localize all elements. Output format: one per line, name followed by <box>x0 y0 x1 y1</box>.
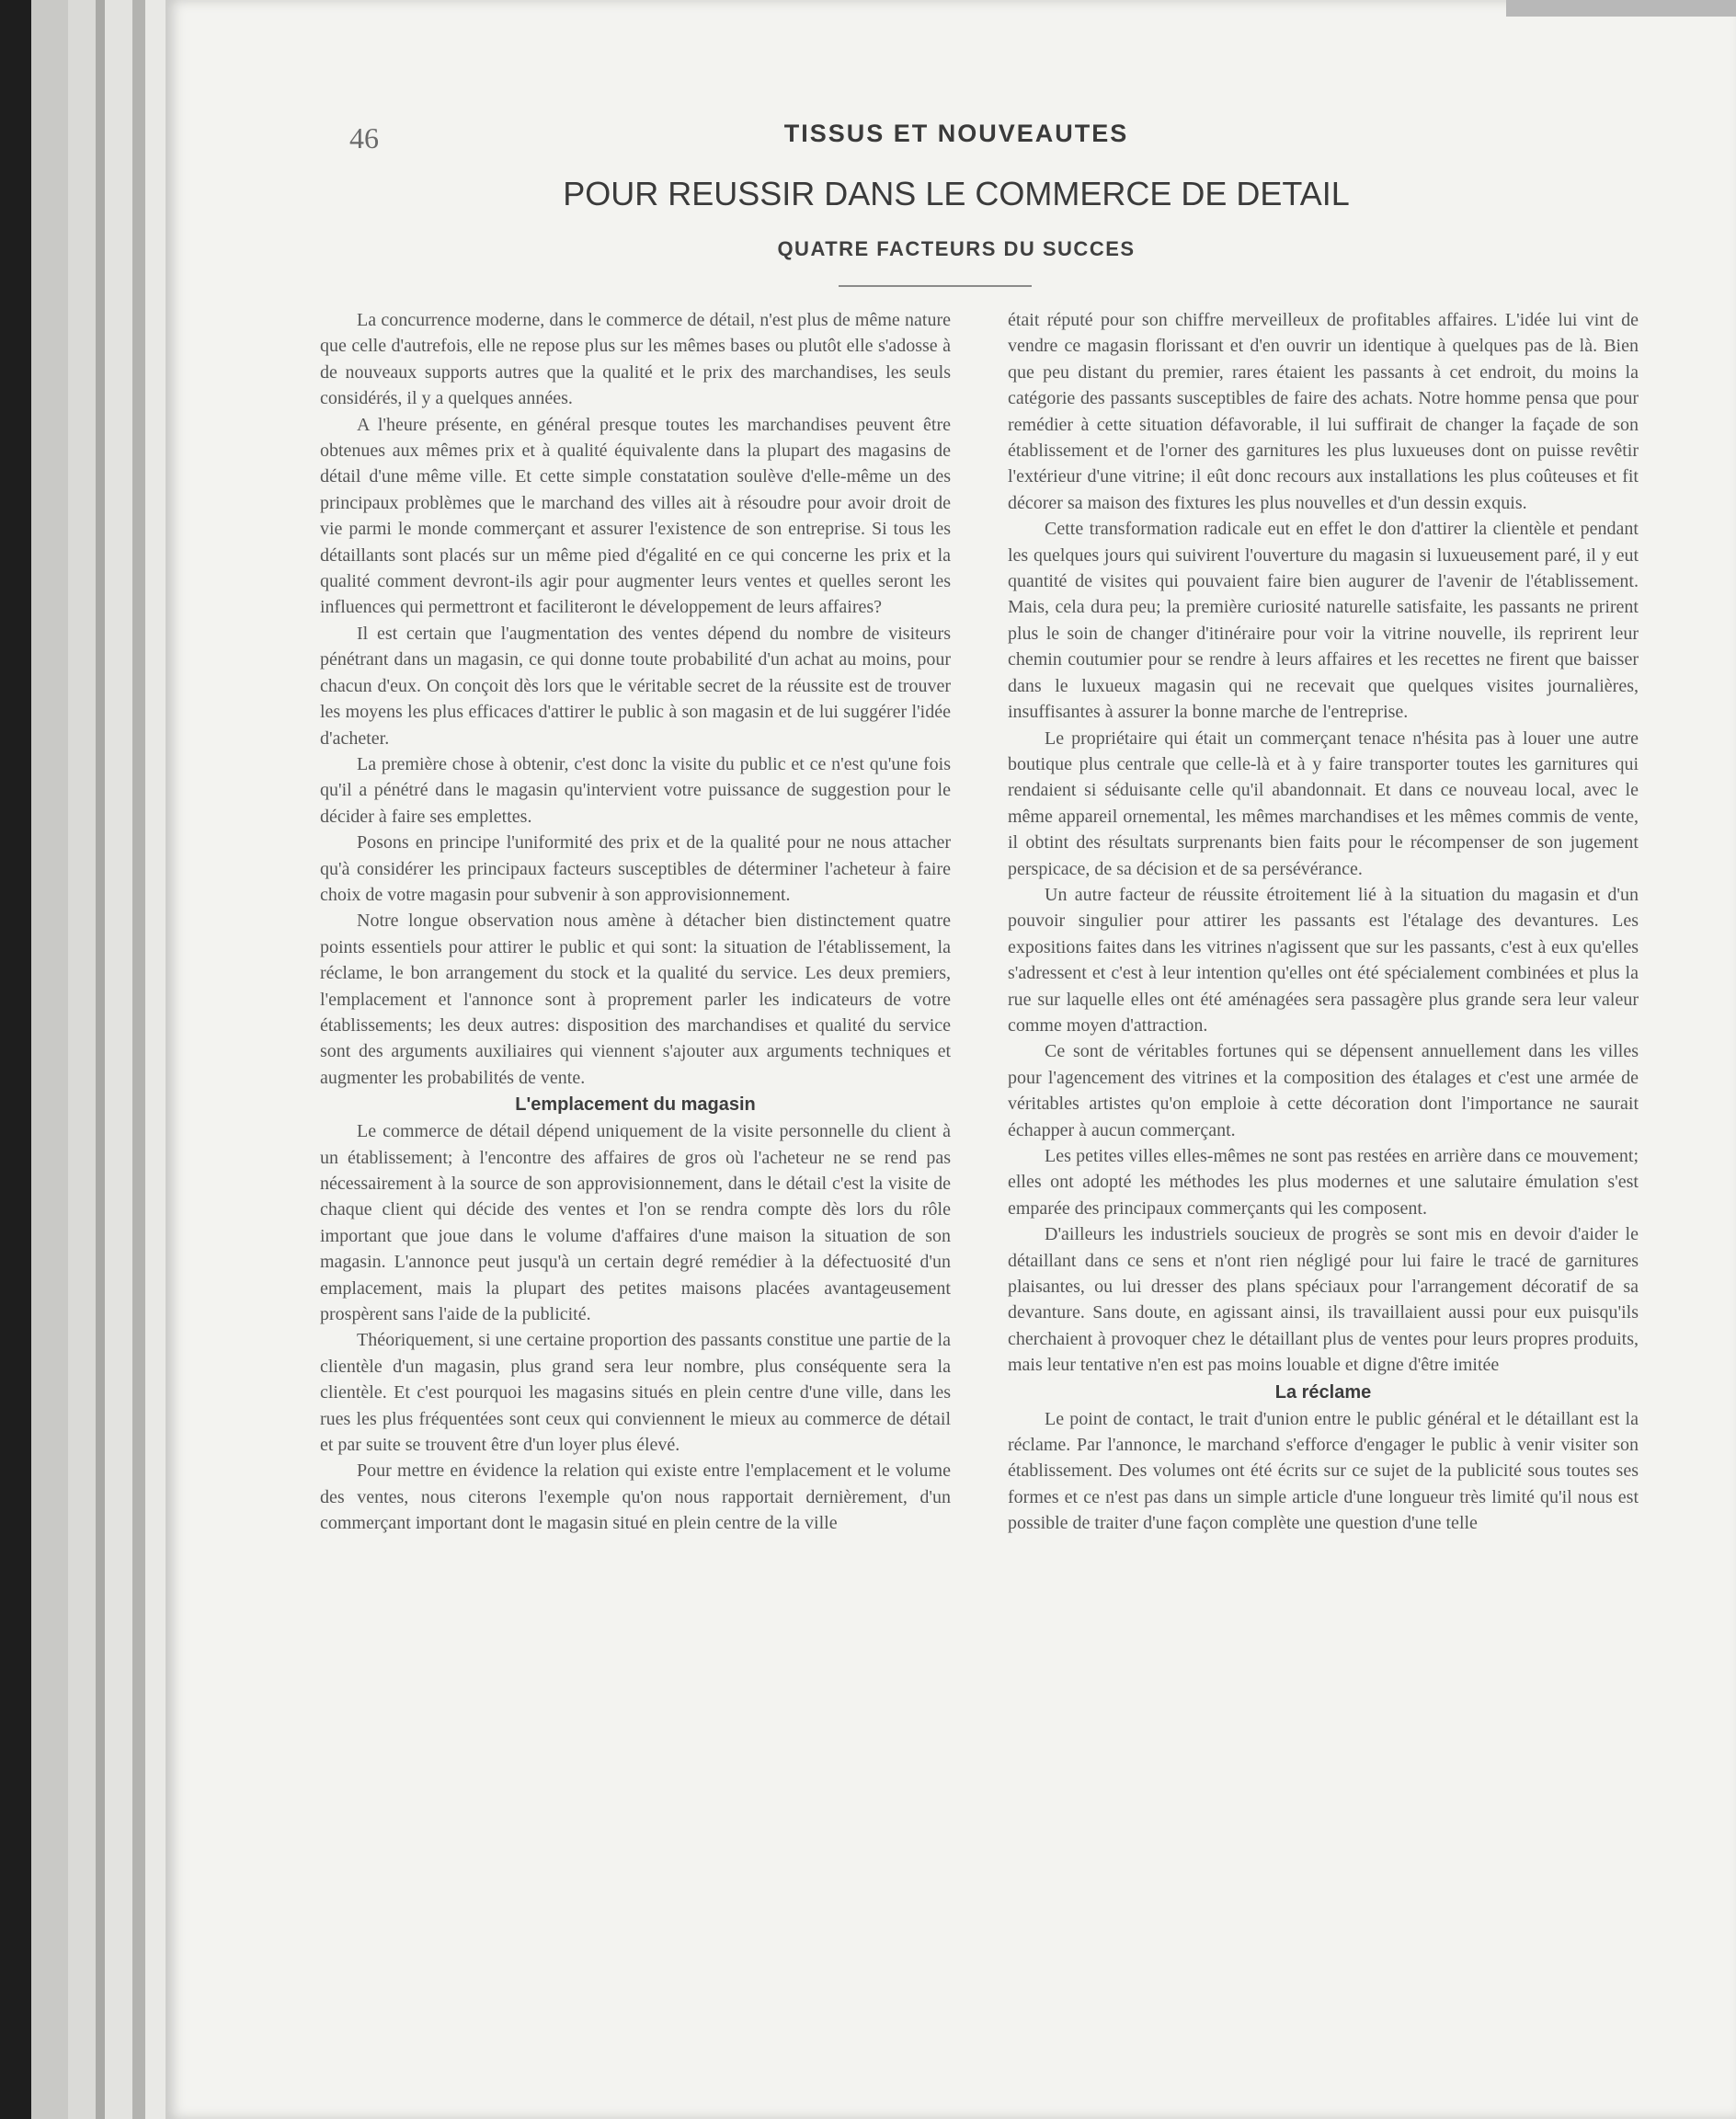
paragraph: Un autre facteur de réussite étroitement lié à la situation du magasin et d'un pouvoir singulier pour attirer les passants est l'étalage des devantures. Les expositions faites dans les vitrines n'agissent que sur les passants, c'est à eux qu'elles s'adressent et c'est à leur intention qu'elles ont été spécialement combinées et plus la rue sur laquelle elles ont été aménagées sera passagère plus grande sera leur valeur comme moyen d'attraction. <box>1008 884 1639 1036</box>
paragraph: La concurrence moderne, dans le commerce de détail, n'est plus de même nature que celle d'autrefois, elle ne repose plus sur les mêmes bases ou plutôt elle s'adosse à de nouveaux supports autres que la qualité et le prix des marchandises, les seuls considérés, il y a quelques années. <box>320 310 951 409</box>
article-subtitle: QUATRE FACTEURS DU SUCCES <box>777 237 1136 260</box>
running-head: TISSUS ET NOUVEAUTES <box>783 120 1129 147</box>
scan-border <box>1506 0 1736 17</box>
paragraph: était réputé pour son chiffre merveilleux de profitables affaires. L'idée lui vint de vendre ce magasin florissant et d'en ouvrir un identique à quelques pas de là. Bien que peu distant du premier, rares étaient les passants à cet endroit, du moins la catégorie des passants susceptibles de faire des achats. Notre homme pensa que pour remédier à cette situation défavorable, il lui suffirait de changer la façade de son établissement et de l'orner des garnitures les plus luxueuses dont on puisse revêtir l'extérieur d'une vitrine; il eût donc recours aux installations les plus coûteuses et fit décorer sa maison des fixtures les plus nouvelles et d'un dessin exquis. <box>1008 310 1639 513</box>
paragraph: Il est certain que l'augmentation des ventes dépend du nombre de visiteurs pénétrant dans un magasin, ce qui donne toute probabilité d'un achat au moins, pour chacun d'eux. On conçoit dès lors que le véritable secret de la réussite est de trouver les moyens les plus efficaces d'attirer le public à son magasin et de lui suggérer l'idée d'acheter. <box>320 623 951 749</box>
paragraph: A l'heure présente, en général presque toutes les marchandises peuvent être obtenues aux mêmes prix et à qualité équivalente dans la plupart des magasins de détail d'une même ville. Et cette simple constatation soulève d'elle-même un des principaux problèmes que le marchand des villes ait à résoudre pour avoir droit de vie parmi le monde commerçant et assurer l'existence de son entreprise. Si tous les détaillants sont placés sur un même pied d'égalité en ce qui concerne les prix et la qualité comment devront-ils agir pour augmenter leurs ventes et quelles seront les influences qui permettront et faciliteront le développement de leurs affaires? <box>320 414 951 618</box>
article-title: POUR REUSSIR DANS LE COMMERCE DE DETAIL <box>563 175 1350 212</box>
paragraph: Le propriétaire qui était un commerçant tenace n'hésita pas à louer une autre boutique plus centrale que celle-là et à y faire transporter toutes les garnitures qui rendaient si séduisante celle qu'il abandonnait. Et dans ce nouveau local, avec le même appareil ornemental, les mêmes marchandises et les mêmes commis de vente, il obtint des résultats surprenants bien faits pour le récompenser de son jugement perspicace, de sa décision et de sa persévérance. <box>1008 727 1639 879</box>
paragraph: D'ailleurs les industriels soucieux de progrès se sont mis en devoir d'aider le détaillant dans ce sens et n'ont rien négligé pour lui faire le tracé de garnitures plaisantes, ou lui dresser des plans spéciaux pour l'arrangement décoratif de sa devanture. Sans doute, en agissant ainsi, ils travaillaient aussi pour eux puisqu'ils cherchaient à provoquer chez le détaillant plus de ventes pour leurs propres produits, mais leur tentative n'en est pas moins louable et digne d'être imitée <box>1008 1224 1639 1376</box>
paragraph: Posons en principe l'uniformité des prix et de la qualité pour ne nous attacher qu'à considérer les principaux facteurs susceptibles de déterminer l'acheteur à faire choix de votre magasin pour subvenir à son approvisionnement. <box>320 832 951 905</box>
paragraph: Notre longue observation nous amène à détacher bien distinctement quatre points essentiels pour attirer le public et qui sont: la situation de l'établissement, la réclame, le bon arrangement du stock et la qualité du service. Les deux premiers, l'emplacement et l'annonce sont à proprement parler les indicateurs de votre établissements; les deux autres: disposition des marchandises et qualité du service sont des arguments auxiliaires qui viennent s'ajouter aux arguments techniques et augmenter les probabilités de vente. <box>320 911 951 1088</box>
paragraph: Cette transformation radicale eut en effet le don d'attirer la clientèle et pendant les quelques jours qui suivirent l'ouverture du magasin si luxueusement paré, il y eut quantité de visites qui pouvaient faire bien augurer de l'avenir de l'établissement. Mais, cela dura peu; la première curiosité naturelle satisfaite, les passants ne prirent plus le soin de changer d'itinéraire pour voir la vitrine nouvelle, ils reprirent leur chemin coutumier pour se rendre à leurs affaires et les recettes ne firent que baisser dans le luxueux magasin qui ne recevait que quelques visites journalières, insuffisantes à assurer la bonne marche de l'entreprise. <box>1008 519 1639 723</box>
paragraph: Pour mettre en évidence la relation qui existe entre l'emplacement et le volume des ventes, nous citerons l'exemple qu'on nous rapportait dernièrement, d'un commerçant important dont le magasin situé en plein centre de la ville <box>320 1460 951 1534</box>
paragraph: La première chose à obtenir, c'est donc la visite du public et ce n'est qu'une fois qu'il a pénétré dans le magasin qu'intervient votre puissance de suggestion pour le décider à faire ses emplettes. <box>320 753 951 827</box>
section-heading-reclame: La réclame <box>1274 1381 1372 1403</box>
paragraph: Théoriquement, si une certaine proportion des passants constitue une partie de la clientèle d'un magasin, plus grand sera leur nombre, plus conséquente sera la clientèle. Et c'est pourquoi les magasins situés en plein centre d'une ville, dans les rues les plus fréquentées sont ceux qui conviennent le mieux au commerce de détail et par suite se trouvent être d'un loyer plus élevé. <box>320 1330 951 1456</box>
paragraph: Les petites villes elles-mêmes ne sont pas restées en arrière dans ce mouvement; elles ont adopté les méthodes les plus modernes et une salutaire émulation s'est emparée des principaux commerçants qui les composent. <box>1008 1146 1639 1219</box>
stacked-page-edges <box>13 0 178 2119</box>
paragraph: Le commerce de détail dépend uniquement de la visite personnelle du client à un établissement; à l'encontre des affaires de gros où l'acheteur ne se rend pas nécessairement à la source de son approvisionnement, dans le détail c'est la visite de chaque client qui décide des ventes et l'on se rendra compte dès lors du rôle important que joue dans le volume d'affaires d'une maison la situation de son magasin. L'annonce peut jusqu'à un certain degré remédier à la défectuosité d'un emplacement, mais la plupart des petites maisons placées avantageusement prospèrent sans l'aide de la publicité. <box>320 1121 951 1325</box>
left-column <box>320 307 951 1999</box>
right-column <box>1008 307 1639 1999</box>
page-number: 46 <box>349 121 379 155</box>
paragraph: Le point de contact, le trait d'union entre le public général et le détaillant est la réclame. Par l'annonce, le marchand s'efforce d'engager le public à venir visiter son établissement. Des volumes ont été écrits sur ce sujet de la publicité sous toutes ses formes et ce n'est pas dans un simple article d'une longueur très limité qu'il nous est possible de traiter d'une façon complète une question d'une telle <box>1008 1408 1639 1534</box>
paragraph: Ce sont de véritables fortunes qui se dépensent annuellement dans les villes pour l'agencement des vitrines et la composition des étalages et c'est une armée de véritables artistes qu'on emploie à cette décoration dont l'importance ne saurait échapper à aucun commerçant. <box>1008 1041 1639 1140</box>
section-heading-emplacement: L'emplacement du magasin <box>515 1094 756 1116</box>
title-rule <box>839 285 1032 287</box>
